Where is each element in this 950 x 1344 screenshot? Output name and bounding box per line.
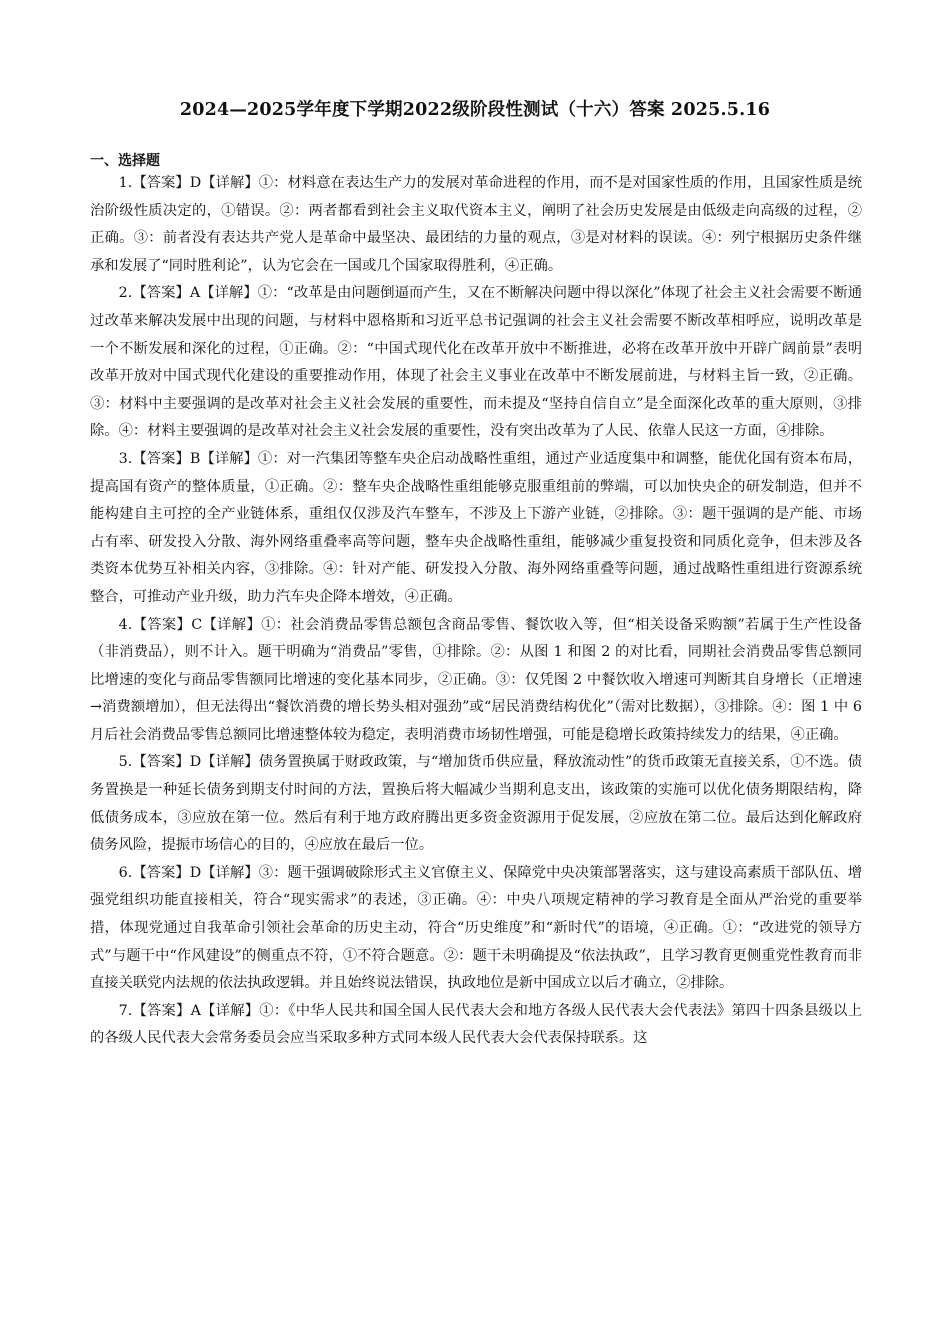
question-number: 3. [118,450,133,467]
detail-tag: 【详解】 [202,616,262,633]
answer-letter: A [190,1002,201,1019]
question-number: 6. [118,864,133,881]
detail-tag: 【详解】 [201,864,259,881]
answer-item-5 [90,749,862,859]
answer-tag: 【答案】 [132,616,192,633]
explanation-text: 债务置换属于财政政策，与“增加货币供应量，释放流动性”的货币政策无直接关系，①不选。债务置换是一种延长债务到期支付时间的方法，置换后将大幅减少当期利息支出，该政策的实施可以优化债务期限结构，降低债务成本，③应放在第一位。然后有利于地方政府腾出更多资金资源用于促发展，②应放在第二位。最后达到化解政府债务风险，提振市场信心的目的，④应放在最后一位。 [90,754,863,854]
answers-body [90,170,862,1053]
answer-item-3 [90,446,862,612]
answer-letter: D [189,175,202,191]
question-number: 1. [118,175,133,191]
answer-item-1 [90,170,862,280]
answer-letter: D [189,864,202,881]
explanation-text: ①：材料意在表达生产力的发展对革命进程的作用，而不是对国家性质的作用，且国家性质是统治阶级性质决定的，①错误。②：两者都看到社会主义取代资本主义，阐明了社会历史发展是由低级走向高级的过程，②正确。③：前者没有表达共产党人是革命中最坚决、最团结的力量的观点，③是对材料的误读。④：列宁根据历史条件继承和发展了“同时胜利论”，认为它会在一国或几个国家取得胜利，④正确。 [90,175,863,274]
detail-tag: 【详解】 [200,285,258,302]
explanation-text: ①：《中华人民共和国全国人民代表大会和地方各级人民代表大会代表法》第四十四条县级以上的各级人民代表大会常务委员会应当采取多种方式同本级人民代表大会代表保持联系。这 [90,1002,863,1047]
explanation-text: ①：社会消费品零售总额包含商品零售、餐饮收入等，但“相关设备采购额”若属于生产性设备（非消费品），则不计入。题干明确为“消费品”零售，①排除。②：从图 1 和图 2 的对比看，同期社会消费品零售总额同比增速的变化与商品零售额同比增速的变化基本同步，②正确。③：仅凭图 2 中餐饮收入增速可判断其自身增长（正增速→消费额增加），但无法得出“餐饮消费的增长势头相对强劲”或“居民消费结构优化”（需对比数据），③排除。④：图 1 中 6 月后社会消费品零售总额同比增速整体较为稳定，表明消费市场韧性增强，可能是稳增长政策持续发力的结果，④正确。 [90,616,863,743]
answer-tag: 【答案】 [132,1002,191,1019]
question-number: 2. [118,285,133,302]
answer-item-2 [90,280,862,446]
detail-tag: 【详解】 [200,1002,260,1019]
answer-tag: 【答案】 [132,175,190,191]
section-heading: 一、选择题 [90,153,160,169]
answer-letter: D [189,754,202,771]
explanation-text: ①：对一汽集团等整车央企启动战略性重组，通过产业适度集中和调整，能优化国有资本布局，提高国有资产的整体质量，①正确。②：整车央企战略性重组能够克服重组前的弊端，可以加快央企的研发制造，但并不能构建自主可控的全产业链体系，重组仅仅涉及汽车整车，不涉及上下游产业链，②排除。③：题干强调的是产能、市场占有率、研发投入分散、海外网络重叠率高等问题，整车央企战略性重组，能够减少重复投资和同质化竞争，但未涉及各类资本优势互补相关内容，③排除。④：针对产能、研发投入分散、海外网络重叠等问题，通过战略性重组进行资源系统整合，可推动产业升级，助力汽车央企降本增效，④正确。 [90,450,863,605]
explanation-text: ③：题干强调破除形式主义官僚主义、保障党中央决策部署落实，这与建设高素质干部队伍、增强党组织功能直接相关，符合“现实需求”的表述，③正确。④：中央八项规定精神的学习教育是全面从严治党的重要举措，体现党通过自我革命引领社会革命的历史主动，符合“历史维度”和“新时代”的语境，④正确。①：“改进党的领导方式”与题干中“作风建设”的侧重点不符，①不符合题意。②：题干未明确提及“依法执政”，且学习教育更侧重党性教育而非直接关联党内法规的依法执政逻辑。并且始终说法错误，执政地位是新中国成立以后才确立，②排除。 [90,864,863,992]
explanation-text: ①：“改革是由问题倒逼而产生，又在不断解决问题中得以深化”体现了社会主义社会需要不断通过改革来解决发展中出现的问题，与材料中恩格斯和习近平总书记强调的社会主义社会需要不断改革相呼应，说明改革是一个不断发展和深化的过程，①正确。②：“中国式现代化在改革开放中不断推进，必将在改革开放中开辟广阔前景”表明改革开放对中国式现代化建设的重要推动作用，体现了社会主义事业在改革中不断发展前进，与材料主旨一致，②正确。③：材料中主要强调的是改革对社会主义社会发展的重要性，而未提及“坚持自信自立”是全面深化改革的重大原则，③排除。④：材料主要强调的是改革对社会主义社会发展的重要性，没有突出改革为了人民、依靠人民这一方面，④排除。 [90,285,863,440]
question-number: 4. [118,616,133,633]
detail-tag: 【详解】 [201,175,259,191]
question-number: 5. [118,754,133,771]
answer-letter: C [191,616,203,633]
answer-tag: 【答案】 [132,285,190,302]
answer-letter: B [189,450,201,467]
answer-item-7 [90,998,862,1053]
answer-tag: 【答案】 [132,864,190,881]
detail-tag: 【详解】 [200,450,259,467]
question-number: 7. [118,1002,133,1019]
answer-tag: 【答案】 [132,754,190,771]
detail-tag: 【详解】 [201,754,259,771]
answer-letter: A [189,285,201,302]
page-title: 2024—2025学年度下学期2022级阶段性测试（十六）答案 2025.5.16 [179,100,771,120]
answer-tag: 【答案】 [132,450,190,467]
answer-item-4 [90,612,862,750]
answer-item-6 [90,860,862,998]
